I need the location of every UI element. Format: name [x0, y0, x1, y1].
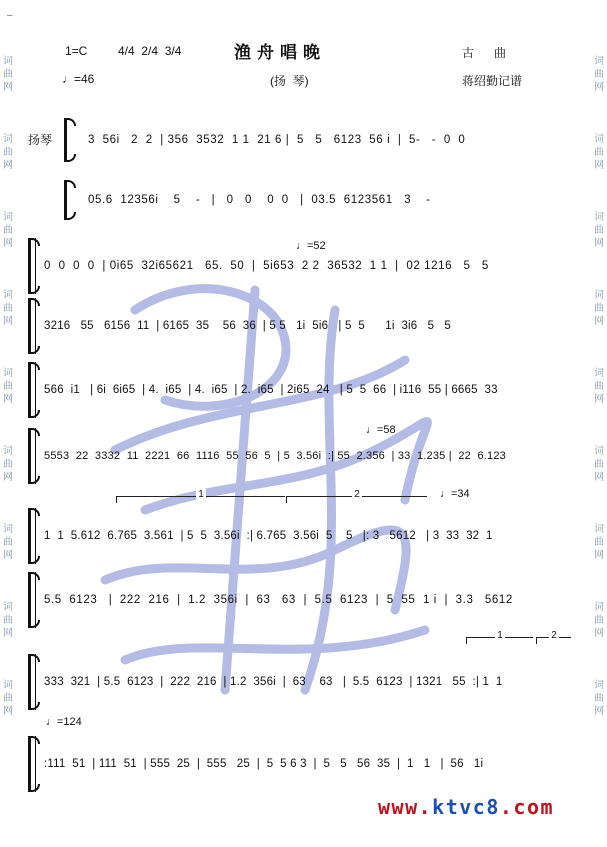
url-prefix: www. — [378, 795, 433, 819]
side-watermark-char: 词 — [594, 680, 604, 691]
side-watermark-char: 词 — [594, 134, 604, 145]
side-watermark-char: 词 — [3, 680, 13, 691]
site-url-footer — [378, 795, 554, 819]
side-watermark-char: 词 — [594, 446, 604, 457]
side-watermark-char — [593, 120, 605, 133]
side-watermark-char — [593, 107, 605, 120]
side-watermark-char: 曲 — [3, 225, 13, 236]
side-watermark-char: 网 — [3, 238, 13, 249]
side-watermark-char — [2, 120, 14, 133]
time-signatures: 4/4 2/4 3/4 — [118, 44, 182, 58]
notation-line: 1 1 5.612 6.765 3.561 | 5 5 3.56i :| 6.765 3.56i 5 5 |: 3 5612 | 3 33 32 1 — [44, 530, 493, 542]
side-watermark-char — [593, 640, 605, 653]
side-watermark-char: 网 — [594, 160, 604, 171]
staff-system-9 — [26, 654, 578, 710]
instrument-subtitle: (扬 琴) — [270, 74, 309, 88]
side-watermark-char — [2, 484, 14, 497]
side-watermark-char — [593, 653, 605, 666]
side-watermark-char — [2, 562, 14, 575]
side-watermark-char: 曲 — [594, 459, 604, 470]
side-watermark-right — [593, 55, 605, 718]
side-watermark-char: 网 — [3, 82, 13, 93]
side-watermark-char: 词 — [594, 602, 604, 613]
tempo-mark: ♩=58 — [366, 424, 396, 436]
staff-system-2 — [26, 180, 578, 220]
notation-line: 3216 55 6156 11 | 6165 35 56 36 | 5 5 1i 5i6 | 5 5 1i 3i6 5 5 — [44, 320, 451, 332]
side-watermark-char: 词 — [594, 290, 604, 301]
tempo-mark: ♩=34 — [440, 488, 470, 500]
url-suffix: .com — [499, 795, 555, 819]
side-watermark-char: 网 — [3, 472, 13, 483]
side-watermark-char: 词 — [594, 524, 604, 535]
side-watermark-char: 网 — [3, 160, 13, 171]
side-watermark-char — [2, 172, 14, 185]
side-watermark-char — [2, 575, 14, 588]
side-watermark-char: 网 — [3, 628, 13, 639]
volta-ending: 1 — [466, 637, 533, 644]
side-watermark-char — [593, 406, 605, 419]
url-domain: ktvc8 — [432, 795, 500, 819]
system-brace — [26, 572, 38, 628]
side-watermark-char: 网 — [594, 238, 604, 249]
side-watermark-char: 网 — [594, 628, 604, 639]
side-watermark-char: 曲 — [3, 303, 13, 314]
key-signature: 1=C — [65, 44, 88, 58]
instrument-label: 扬琴 — [28, 133, 53, 147]
transcriber-credit: 蒋绍勤记谱 — [462, 74, 523, 88]
side-watermark-char: 曲 — [594, 225, 604, 236]
side-watermark-char — [2, 107, 14, 120]
side-watermark-char: 曲 — [594, 615, 604, 626]
side-watermark-char: 网 — [594, 472, 604, 483]
notation-line: 05.6 12356i 5 - | 0 0 0 0 | 03.5 6123561 3 - — [88, 194, 431, 206]
staff-system-1 — [26, 118, 578, 162]
side-watermark-char: 词 — [594, 368, 604, 379]
side-watermark-char: 词 — [3, 290, 13, 301]
side-watermark-char — [593, 562, 605, 575]
side-watermark-char — [2, 341, 14, 354]
side-watermark-char: 词 — [3, 212, 13, 223]
side-watermark-char — [593, 484, 605, 497]
side-watermark-char — [2, 250, 14, 263]
side-watermark-char — [593, 94, 605, 107]
side-watermark-char — [593, 419, 605, 432]
side-watermark-char: 网 — [594, 394, 604, 405]
notation-line: 0 0 0 0 | 0i65 32i65621 65. 50 | 5i653 2 2 36532 1 1 | 02 1216 5 5 — [44, 260, 489, 272]
tempo-mark: ♩=52 — [296, 240, 326, 252]
side-watermark-char — [2, 263, 14, 276]
side-watermark-char — [2, 666, 14, 679]
side-watermark-char — [593, 575, 605, 588]
side-watermark-char: 词 — [594, 212, 604, 223]
side-watermark-char: 网 — [594, 706, 604, 717]
system-brace — [62, 180, 74, 220]
side-watermark-char: 网 — [3, 394, 13, 405]
notation-line: :111 51 | 111 51 | 555 25 | 555 25 | 5 5 6 3 | 5 5 56 35 | 1 1 | 56 1i — [44, 758, 484, 770]
side-watermark-char — [593, 276, 605, 289]
side-watermark-char — [2, 94, 14, 107]
notation-line: 566 i1 | 6i 6i65 | 4. i65 | 4. i65 | 2. i65 | 2i65 24 | 5 5 66 | i116 55 | 6665 33 — [44, 384, 498, 396]
side-watermark-char — [2, 432, 14, 445]
side-watermark-char — [593, 263, 605, 276]
side-watermark-char: 词 — [3, 524, 13, 535]
side-watermark-char — [2, 588, 14, 601]
system-brace — [26, 508, 38, 564]
side-watermark-left — [2, 55, 14, 718]
system-brace — [26, 362, 38, 418]
side-watermark-char: 曲 — [3, 459, 13, 470]
side-watermark-char — [593, 328, 605, 341]
system-brace — [26, 298, 38, 354]
staff-system-10 — [26, 736, 578, 792]
side-watermark-char — [593, 250, 605, 263]
side-watermark-char — [2, 419, 14, 432]
side-watermark-char: 词 — [594, 56, 604, 67]
side-watermark-char — [2, 406, 14, 419]
system-brace — [26, 736, 38, 792]
staff-system-4 — [26, 298, 578, 354]
side-watermark-char: 词 — [3, 368, 13, 379]
side-watermark-char — [2, 276, 14, 289]
system-brace — [26, 654, 38, 710]
notation-line: 3 56i 2 2 | 356 3532 1 1 21 6 | 5 5 6123 56 i | 5- - 0 0 — [88, 134, 466, 146]
side-watermark-char: 曲 — [594, 693, 604, 704]
side-watermark-char: 曲 — [3, 693, 13, 704]
side-watermark-char — [593, 588, 605, 601]
side-watermark-char: 曲 — [3, 147, 13, 158]
notation-line: 5.5 6123 | 222 216 | 1.2 356i | 63 63 | 5.5 6123 | 5 55 1 i | 3.3 5612 — [44, 594, 513, 606]
side-watermark-char: 曲 — [594, 69, 604, 80]
side-watermark-char — [593, 354, 605, 367]
side-watermark-char — [593, 172, 605, 185]
side-watermark-char — [593, 432, 605, 445]
staff-system-5 — [26, 362, 578, 418]
system-brace — [26, 238, 38, 294]
side-watermark-char — [593, 666, 605, 679]
side-watermark-char — [593, 198, 605, 211]
side-watermark-char — [593, 497, 605, 510]
side-watermark-char: 网 — [594, 316, 604, 327]
notation-line: 333 321 | 5.5 6123 | 222 216 | 1.2 356i | 63 63 | 5.5 6123 | 1321 55 :| 1 1 — [44, 676, 503, 688]
system-brace — [26, 428, 38, 484]
side-watermark-char: 词 — [3, 602, 13, 613]
notation-line: 5553 22 3332 11 2221 66 1116 55 56 5 | 5 3.56i :| 55 2.356 | 33 1.235 | 22 6.123 — [44, 450, 507, 462]
side-watermark-char: 网 — [3, 550, 13, 561]
side-watermark-char: 网 — [3, 706, 13, 717]
tempo-initial: ♩=46 — [62, 72, 95, 86]
side-watermark-char — [2, 510, 14, 523]
side-watermark-char: 网 — [594, 550, 604, 561]
side-watermark-char — [593, 510, 605, 523]
side-watermark-char — [2, 328, 14, 341]
staff-system-7 — [26, 508, 578, 564]
side-watermark-char — [2, 640, 14, 653]
volta-ending: 2 — [286, 496, 427, 503]
side-watermark-char: 曲 — [3, 69, 13, 80]
side-watermark-char — [2, 497, 14, 510]
side-watermark-char: 曲 — [3, 537, 13, 548]
side-watermark-char: 曲 — [3, 381, 13, 392]
page-title: 渔舟唱晚 — [234, 43, 326, 63]
side-watermark-char: 曲 — [594, 537, 604, 548]
side-watermark-char: 网 — [3, 316, 13, 327]
side-watermark-char: 曲 — [594, 147, 604, 158]
volta-ending: 1 — [116, 496, 285, 503]
side-watermark-char: 曲 — [594, 381, 604, 392]
side-watermark-char: 词 — [3, 446, 13, 457]
tempo-mark: ♩=124 — [46, 716, 82, 728]
staff-system-8 — [26, 572, 578, 628]
side-watermark-char — [2, 198, 14, 211]
side-watermark-char — [593, 341, 605, 354]
side-watermark-char — [2, 354, 14, 367]
genre-label: 古 曲 — [462, 46, 507, 60]
side-watermark-char: 词 — [3, 56, 13, 67]
staff-system-6 — [26, 428, 578, 484]
side-watermark-char: 曲 — [3, 615, 13, 626]
side-watermark-char — [2, 185, 14, 198]
side-watermark-char — [593, 185, 605, 198]
volta-ending: 2 — [536, 637, 571, 644]
side-watermark-char: 网 — [594, 82, 604, 93]
corner-dash: – — [7, 10, 13, 21]
side-watermark-char: 曲 — [594, 303, 604, 314]
side-watermark-char — [2, 653, 14, 666]
system-brace — [62, 118, 74, 162]
side-watermark-char: 词 — [3, 134, 13, 145]
